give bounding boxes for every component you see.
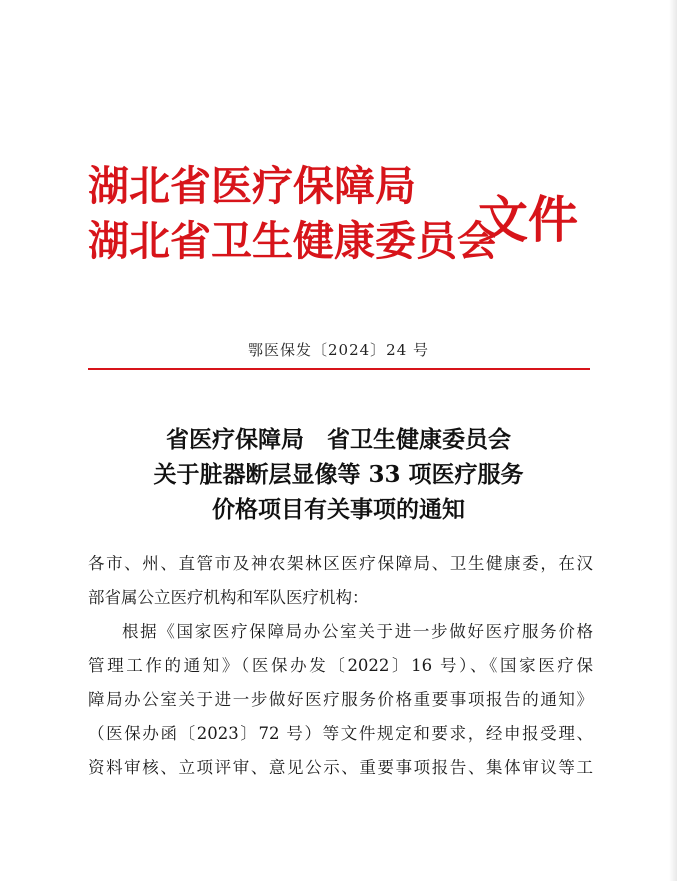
- file-label: 文件: [478, 190, 578, 249]
- title-line-1: 省医疗保障局 省卫生健康委员会: [166, 426, 511, 453]
- body-line: 管理工作的通知》（医保办发〔2022〕16 号）、《国家医疗保: [88, 656, 593, 675]
- body-line: 各市、州、直管市及神农架林区医疗保障局、卫生健康委，在汉: [88, 554, 593, 573]
- red-divider-line: [88, 368, 590, 370]
- body-line: 根据《国家医疗保障局办公室关于进一步做好医疗服务价格: [122, 622, 593, 641]
- body-line: 障局办公室关于进一步做好医疗服务价格重要事项报告的通知》: [88, 690, 593, 709]
- document-number: 鄂医保发〔2024〕24 号: [247, 341, 430, 359]
- title-line-3: 价格项目有关事项的通知: [212, 496, 465, 523]
- issuer-name-1: 湖北省医疗保障局: [88, 162, 416, 210]
- body-line: 部省属公立医疗机构和军队医疗机构：: [88, 588, 369, 607]
- body-line: 资料审核、立项评审、意见公示、重要事项报告、集体审议等工: [88, 758, 593, 777]
- issuer-name-2: 湖北省卫生健康委员会: [88, 217, 498, 265]
- title-line-2: 关于脏器断层显像等 33 项医疗服务: [153, 461, 524, 488]
- body-line: （医保办函〔2023〕72 号）等文件规定和要求，经申报受理、: [88, 724, 593, 743]
